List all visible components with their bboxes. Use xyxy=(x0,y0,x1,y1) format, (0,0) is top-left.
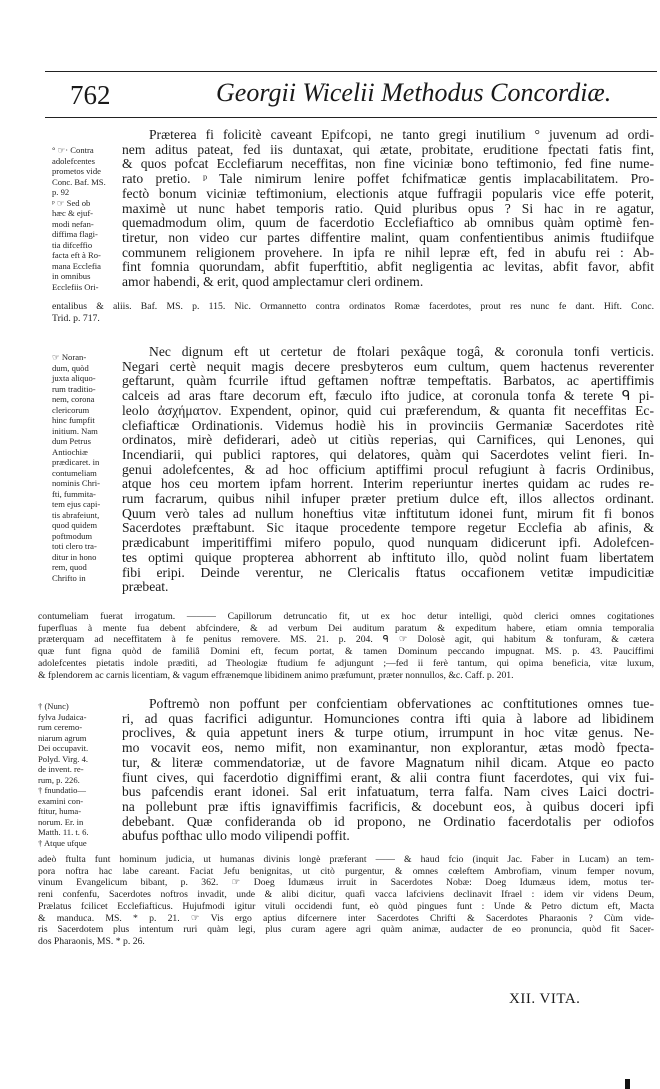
text-line: ris Sacerdotem plus intentum ruri quàm legi, plus curam agere agri quàm animæ, audacter de eo pronuncia, quòd fit Sacer- xyxy=(38,924,654,936)
text-line: Nec dignum eft ut certetur de ftolari pexâque togâ, & coronula tonfi verticis. xyxy=(149,344,654,359)
text-line: ° ☞· Contra xyxy=(52,145,94,155)
text-line: tiretur, non video cur partes diffentire malint, quam confentientibus animis ftudiifque xyxy=(122,229,654,245)
text-line: nem aditus pateat, fed iis duntaxat, qui ætate, probitate, eruditione fpectati fatis fint, xyxy=(122,141,654,157)
text-line: † fnundatio— xyxy=(38,785,86,795)
text-line: & fplendorem ac carnis licentiam, & vagum effrænemque libidinem animo præfumunt, præter nonnullos, &c. Caff. p. 201. xyxy=(38,669,514,681)
text-line: initium. Nam xyxy=(52,425,98,436)
running-title: Georgii Wicelii Methodus Concordiæ. xyxy=(216,78,612,107)
text-line: hinc fumpfit xyxy=(52,415,95,425)
page-number: 762 xyxy=(70,80,111,110)
text-line: geftarunt, quàm fcurrile iftud geftamen noftræ tempeftatis. Barbatos, ac apertiffimis xyxy=(122,373,654,389)
text-line: examini con- xyxy=(38,795,84,806)
text-line: nem, corona xyxy=(52,394,95,404)
text-line: toti clero tra- xyxy=(52,541,97,551)
text-line: adeò ftulta funt hominum judicia, ut humanas divinis longè præferant —— & haud fcio (inquit Jac. Faber in Lucam) an tem- xyxy=(38,854,654,865)
text-line: fti, fummita- xyxy=(52,488,96,499)
text-line: clericorum xyxy=(52,404,90,415)
text-line: ri, ad quas facrifici adiguntur. Homunciones contra ifti quia à labore ad libidinem xyxy=(122,710,654,726)
text-line: atque hos ceu mortem ipfam horrent. Interim reperiuntur inertes quidam ac rudes re- xyxy=(122,476,654,492)
header-rule-bottom xyxy=(45,117,657,118)
text-line: fectò bonum viciniæ teftimonium, electionis atque fuffragii popularis vice effe poterit, xyxy=(122,185,654,201)
text-line: quemadmodum olim, quum de facerdotio Ecclefiaftico ab omnibus quàm optimè fen- xyxy=(122,215,654,231)
header-rule-top xyxy=(45,71,657,72)
text-line: & quos pofcat Ecclefiarum neceffitas, non fine viciniæ bono teftimonio, fed fine nume- xyxy=(122,156,654,172)
text-line: Quum verò tales ad nullum honeftius vitæ inftitutum idonei funt, mirum fit fi bonos xyxy=(122,505,654,521)
text-line: præbeat. xyxy=(122,579,169,595)
text-line: prometos vide xyxy=(52,166,101,176)
text-line: dum, quòd xyxy=(52,362,89,373)
paragraph-2 xyxy=(122,345,654,595)
paragraph-1 xyxy=(122,128,654,290)
text-line: tur, & literæ commendatoriæ, ut de favore Magnatum nihil dicam. Atque eo pacto xyxy=(122,754,654,770)
text-line: Incendiarii, qui publici raptores, qui delatores, quàm qui Sacerdotes velint fieri. In- xyxy=(122,446,654,462)
text-line: prædicabunt imperitiffimi mifero populo, quod nunquam didicerunt ipfi. Adolefcen- xyxy=(122,535,654,551)
text-line: rum, p. 226. xyxy=(38,774,80,785)
scan-artifact xyxy=(625,1079,630,1089)
text-line: fuperfluas à mente fua debent abfcindere, & ad verbum Dei auditum paratum & expeditum habere, etiam omnia temporalia xyxy=(38,622,654,634)
text-line: † (Nunc) xyxy=(38,701,69,711)
text-line: præterquam ad neceffitatem à fe penitus removere. MS. 21. p. 204. ᑫ ☞ Dolosè agit, qui habitum & tonfuram, & cætera xyxy=(38,634,654,646)
text-line: fylva Judaica- xyxy=(38,711,87,722)
text-line: abufus pofthac ullo modo vilipendi poffit. xyxy=(122,828,350,844)
text-line: contumeliam fuerat irrogatum. ——— Capillorum detruncatio fit, ut ex hoc detur intelligi, quòd clerici omnes cogitationes xyxy=(38,611,654,622)
text-line: dum Petrus xyxy=(52,436,91,446)
marginal-note-3 xyxy=(38,701,122,848)
text-line: adolefcentes pietatis indole prædìti, ad Theologiæ ftudium fe adjungunt ;—fed ii ferè tantum, qui opima beneficia, vitæ luxum, xyxy=(38,657,654,669)
text-line: adolefcentes xyxy=(52,155,95,166)
text-line: hæc & ejuf- xyxy=(52,208,94,218)
text-line: nominis Chri- xyxy=(52,478,100,488)
text-line: Chrifto in xyxy=(52,572,86,583)
marginal-note-2 xyxy=(52,352,122,583)
text-line: modi nefan- xyxy=(52,218,94,229)
footnote-2 xyxy=(38,611,654,681)
text-line: proclives, & quia appetunt iners & turpe otium, irrumpunt in hoc vitæ genus. Ne- xyxy=(122,725,654,741)
text-line: de invent. re- xyxy=(38,764,84,774)
text-line: quæ funt figna quòd de familiâ Domini eft, fecum portat, & tamen Dominum peccando impugnat. MS. p. 43. Pauciffimi xyxy=(38,646,654,658)
text-line: facta eft à Ro- xyxy=(52,250,101,260)
text-line: contumeliam xyxy=(52,467,97,478)
text-line: clefiafticæ Ordinationis. Videmus hodiè his in provinciis Germaniæ Sacerdotes ritè xyxy=(122,417,654,433)
text-line: diffima flagi- xyxy=(52,229,98,239)
text-line: ordinatos, mirè defiderari, adeò ut citiùs reperias, qui Carnifices, qui Lenones, qui xyxy=(122,432,654,448)
text-line: tis abrafeiunt, xyxy=(52,509,100,520)
text-line: Matth. 11. t. 6. xyxy=(38,827,89,837)
text-line: Sacerdotes præftabunt. Sic itaque procedente tempore regetur Ecclefia ab afinis, & xyxy=(122,520,654,536)
text-line: Dei occupavit. xyxy=(38,743,89,753)
text-line: juxta aliquo- xyxy=(52,373,96,383)
text-line: entalibus & aliis. Baf. MS. p. 115. Nic. Ormannetto contra ordinatos Romæ facerdotes, prout res nunc fe dant. Hift. Conc. xyxy=(52,301,654,312)
text-line: ᵖ ☞ Sed ob xyxy=(52,197,91,208)
paragraph-3 xyxy=(122,697,654,844)
text-line: tia difceffio xyxy=(52,239,93,250)
marginal-note-1 xyxy=(52,145,122,292)
text-line: niarum agrum xyxy=(38,732,87,743)
text-line: Ecclefiis Ori- xyxy=(52,281,99,292)
text-line: calceis ad aras ftare decorum eft, fæculo ifto judice, at coronula tonfa & terete ᑫ pi- xyxy=(122,388,654,404)
text-line: Negari certè nequit magis decere presbyteros eum cultum, quem hactenus reverenter xyxy=(122,358,654,374)
text-line: debebant. Quæ confideranda ob id propono, ne Ordinatio facerdotalis per odiofos xyxy=(122,813,654,829)
text-line: prædicaret. in xyxy=(52,457,100,467)
text-line: fiunt cives, qui facerdotio digniffimi erant, & alii contra fiunt facerdotes, qui vix fui- xyxy=(122,769,654,785)
text-line: tes optimi quique propterea abhorrent ab inftituto illo, quòd nolint fuam libertatem xyxy=(122,549,654,565)
text-line: ☞ Noran- xyxy=(52,352,87,362)
text-line: † Atque ufque xyxy=(38,837,87,848)
text-line: communem religionem provehere. In ipfa re nihil lepræ eft, fed in abufu rei : Ab- xyxy=(122,244,654,260)
text-line: Poftremò non poffunt per confcientiam obfervationes ac conftitutiones omnes tue- xyxy=(149,696,654,711)
text-line: leolo ἀσχήματον. Expendent, opinor, quid cui præferendum, & quanta fit neceffitas Ec- xyxy=(122,402,654,418)
text-line: quod quidem xyxy=(52,520,98,530)
text-line: dos Pharaonis, MS. * p. 26. xyxy=(38,935,145,947)
text-line: Trid. p. 717. xyxy=(52,312,100,324)
text-line: mo vocavit eos, nemo mifit, non examinantur, non explorantur, ætas modò fpecta- xyxy=(122,740,654,756)
text-line: Antiochiæ xyxy=(52,446,88,457)
text-line: norum. Er. in xyxy=(38,816,84,827)
text-line: maximè ut nunc habet temporis ratio. Quid pluribus opus ? Si hac in re agatur, xyxy=(122,200,654,216)
text-line: pora noftra hac labe careant. Faciat Jefu benignitas, ut citò purgentur, & omnes cœleftem Ambrofiam, vinum femper novum, xyxy=(38,865,654,877)
text-line: fint fomnia quorundam, abfit fuperftitio, abfit negligentia ac levitas, abfit favor, abfit xyxy=(122,259,654,275)
text-line: rum facrarum, quibus nihil infuper præter pretium dulce eft, illos allectos ordinant. xyxy=(122,491,654,507)
text-line: rem, quod xyxy=(52,562,87,572)
text-line: na pollebunt præ iftis ignaviffimis facrificis, & docebunt eos, à quibus doceri ipfi xyxy=(122,798,654,814)
text-line: tem ejus capi- xyxy=(52,499,101,509)
text-line: genui adolefcentes, & ad hoc officium aptiffimi procul refugiunt à facris Ordinibus, xyxy=(122,461,654,477)
text-line: fibi eripi. Deinde verentur, ne Clericalis ftatus occafionem vetitæ impudicitiæ xyxy=(122,564,654,580)
text-line: vinum Evangelicum bibant, p. 362. ☞ Doeg Idumæus irruit in Sacerdotes Nobæ: Doeg Idumæus idem, motus ter- xyxy=(38,877,654,889)
text-line: Conc. Baf. MS. xyxy=(52,176,106,187)
footnote-3 xyxy=(38,854,654,948)
text-line: in omnibus xyxy=(52,271,91,281)
text-line: poftmodum xyxy=(52,530,93,541)
text-line: & manduca. MS. * p. 21. ☞ Vis ergo aptius difcernere inter Sacerdotes Chrifti & Sacerdotes Pharaonis ? Cùm vide- xyxy=(38,912,654,924)
text-line: Prælatus fcilicet Ecclefiafticus. Hujufmodi igitur vituli occidendi funt, eò quòd pingues funt : Unde & Petro dictum eft, Macta xyxy=(38,900,654,912)
text-line: amor habendi, & erit, quod amplectamur cleri ordinem. xyxy=(122,274,424,290)
text-line: Polyd. Virg. 4. xyxy=(38,753,89,764)
text-line: bus pafcendis erant idonei. Sal erit infatuatum, terra falfa. Nam cives Laici doctri- xyxy=(122,784,654,800)
text-line: rum traditio- xyxy=(52,383,96,394)
text-line: Præterea fi folicitè caveant Epifcopi, ne tanto gregi inutilium ° juvenum ad ordi- xyxy=(149,127,654,142)
text-line: reni confenfu, Sacerdotes noftros invadit, unde & alibi dicitur, quafi vacca lafciviens declinavit Ifrael : idem vir videns Deum, xyxy=(38,889,654,901)
text-line: rato pretio. ᵖ Tale nimirum lenire poffet fchifmaticæ gentis implacabilitatem. Pro- xyxy=(122,171,654,187)
text-line: ditur in hono xyxy=(52,551,97,562)
text-line: mana Ecclefia xyxy=(52,260,101,271)
text-line: p. 92 xyxy=(52,187,70,197)
text-line: rum ceremo- xyxy=(38,722,83,732)
footnote-1 xyxy=(52,301,654,324)
catchword: XII. VITA. xyxy=(509,991,581,1007)
text-line: ftitur, huma- xyxy=(38,806,82,816)
